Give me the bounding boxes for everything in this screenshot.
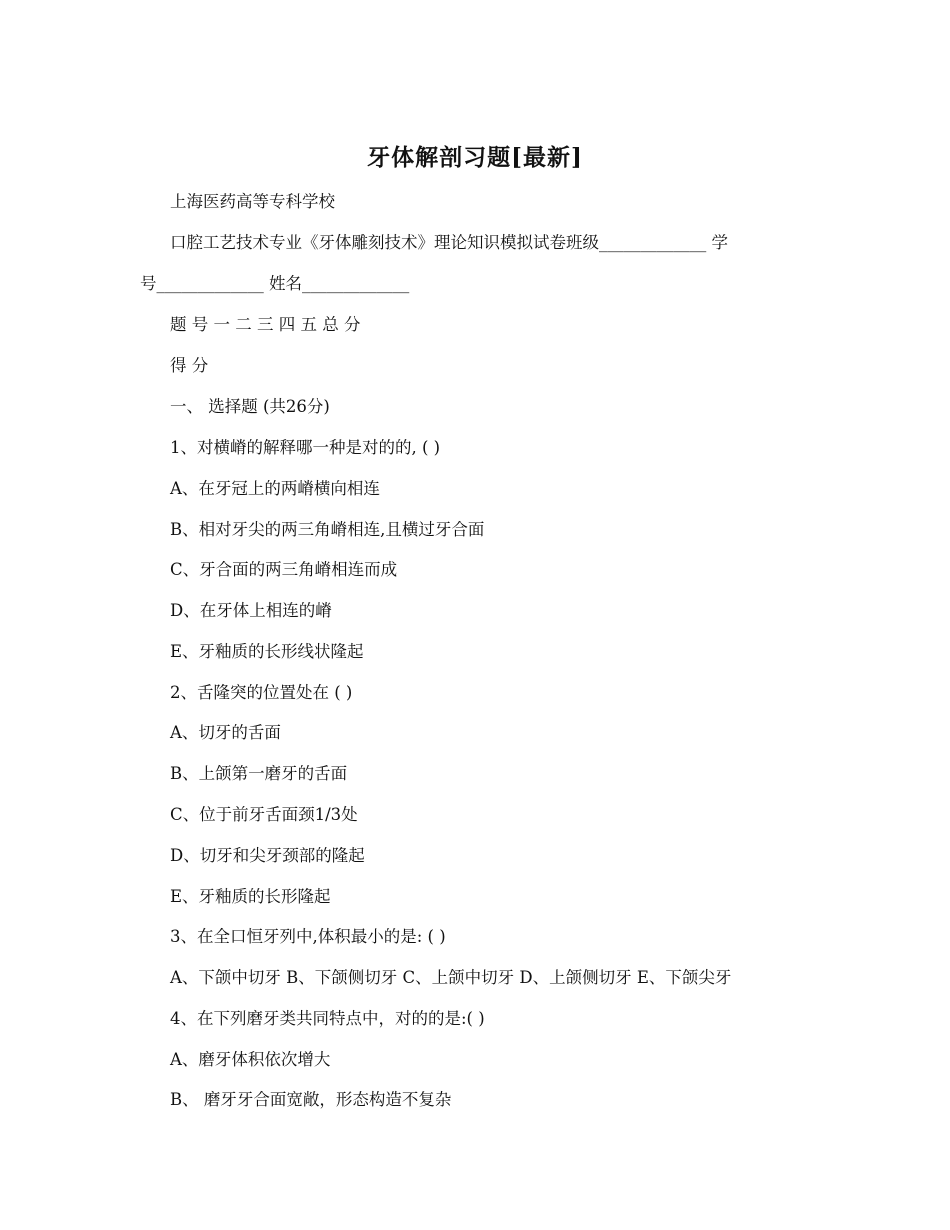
question-4: 4、在下列磨牙类共同特点中，对的的是:( )	[170, 1009, 485, 1028]
exam-header-line-continued: 号_____________ 姓名_____________	[140, 274, 410, 293]
option-line: B、 磨牙牙合面宽敞，形态构造不复杂	[170, 1090, 452, 1109]
school-name: 上海医药高等专科学校	[170, 192, 335, 211]
exam-header-line: 口腔工艺技术专业《牙体雕刻技术》理论知识模拟试卷班级_____________ 学	[170, 233, 728, 252]
section-heading: 一、 选择题 (共26分)	[170, 397, 330, 416]
option-line: B、上颌第一磨牙的舌面	[170, 764, 348, 783]
option-line: E、牙釉质的长形线状隆起	[170, 642, 364, 661]
question-1: 1、对横嵴的解释哪一种是对的的, ( )	[170, 438, 441, 457]
option-line: A、在牙冠上的两嵴横向相连	[170, 479, 380, 498]
option-line: A、磨牙体积依次增大	[170, 1050, 331, 1069]
option-line: C、位于前牙舌面颈1/3处	[170, 805, 358, 824]
document-title: 牙体解剖习题[最新]	[367, 144, 583, 171]
option-line: B、相对牙尖的两三角嵴相连,且横过牙合面	[170, 520, 485, 539]
option-line: A、切牙的舌面	[170, 723, 281, 742]
question-2: 2、舌隆突的位置处在 ( )	[170, 683, 353, 702]
option-line: D、切牙和尖牙颈部的隆起	[170, 846, 365, 865]
score-table-header: 题 号 一 二 三 四 五 总 分	[170, 315, 361, 334]
score-table-row: 得 分	[170, 356, 209, 375]
option-line: D、在牙体上相连的嵴	[170, 601, 332, 620]
option-line: A、下颌中切牙 B、下颌侧切牙 C、上颌中切牙 D、上颌侧切牙 E、下颌尖牙	[170, 968, 732, 987]
option-line: E、牙釉质的长形隆起	[170, 887, 331, 906]
option-line: C、牙合面的两三角嵴相连而成	[170, 560, 398, 579]
question-3: 3、在全口恒牙列中,体积最小的是: ( )	[170, 927, 446, 946]
